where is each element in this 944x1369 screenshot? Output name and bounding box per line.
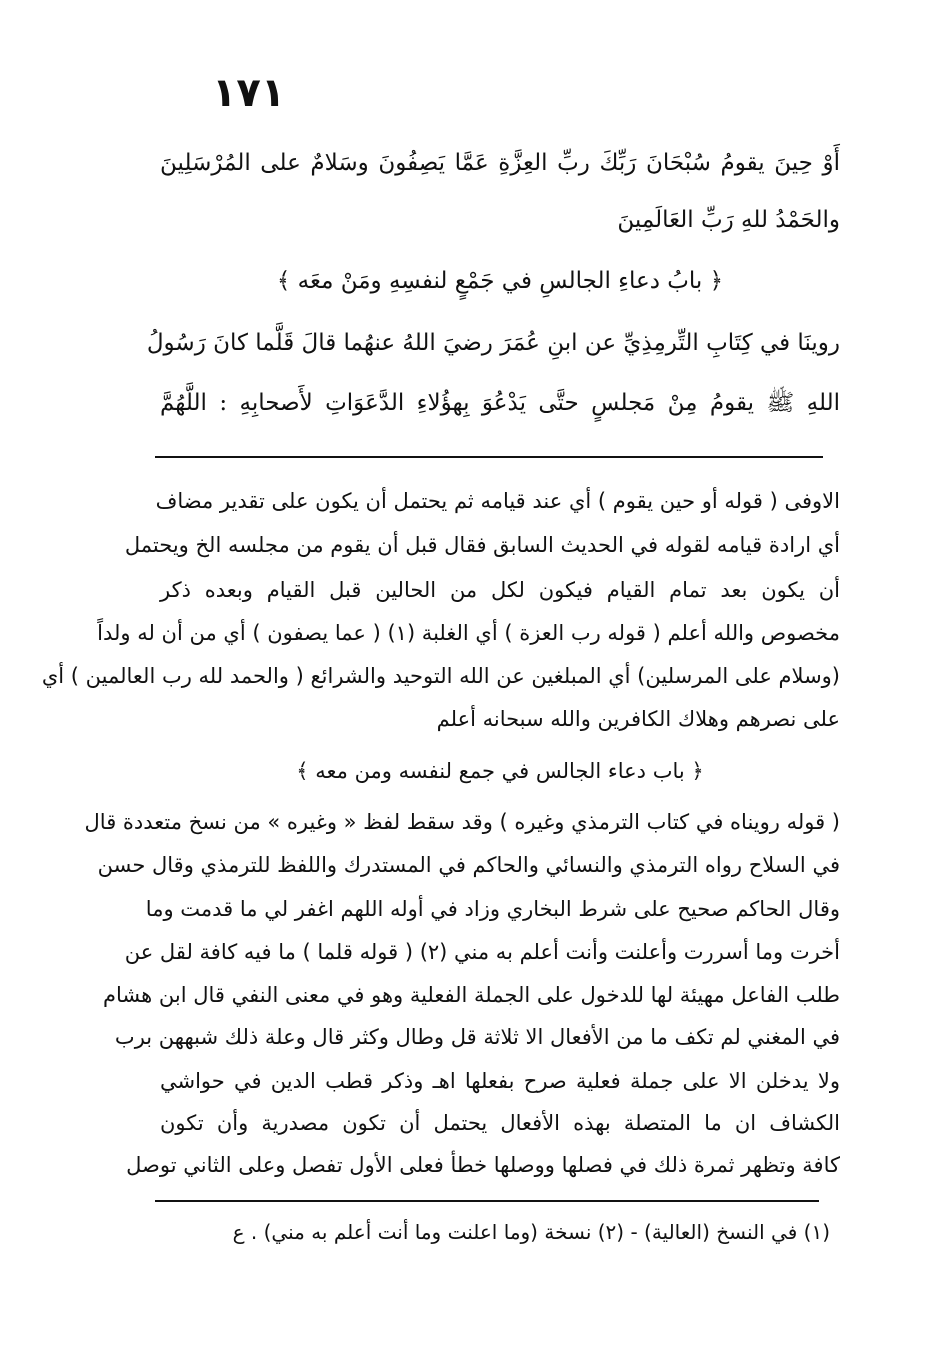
commentary-line-13: في المغني لم تكف ما من الأفعال الا ثلاثة قل وطال وكثر قال وعلة ذلك شبههن برب — [114, 1025, 840, 1049]
commentary-line-4: مخصوص والله أعلم ( قوله رب العزة ) أي الغلبة (١) ( عما يصفون ) أي من أن له ولداً — [97, 621, 840, 645]
separator-rule-bottom — [155, 1200, 819, 1202]
main-text-line-2: والحَمْدُ للهِ رَبِّ العَالَمِينَ — [617, 207, 840, 233]
commentary-line-16: كافة وتظهر ثمرة ذلك في فصلها ووصلها خطأ فعلى الأول تفصل وعلى الثاني توصل — [126, 1153, 840, 1177]
commentary-line-15: الكشاف ان ما المتصلة بهذه الأفعال يحتمل أن تكون مصدرية وأن تكون — [160, 1111, 840, 1135]
commentary-line-3: أن يكون بعد تمام القيام فيكون لكل من الحالين قبل القيام وبعده ذكر — [160, 578, 840, 602]
commentary-line-12: طلب الفاعل مهيئة لها للدخول على الجملة الفعلية وهو في معنى النفي قال ابن هشام — [103, 983, 840, 1007]
main-text-line-1: أَوْ حِينَ يقومُ سُبْحَانَ رَبِّكَ ربِّ العِزَّةِ عَمَّا يَصِفُونَ وسَلامٌ على المُرْسَلِينَ — [160, 150, 840, 176]
main-text-line-5: اللهِ ﷺ يقومُ مِنْ مَجلسٍ حتَّى يَدْعُوَ بِهؤُلاءِ الدَّعَوَاتِ لأَصحابِهِ : اللَّهُمَّ — [160, 390, 840, 416]
commentary-line-9: في السلاح رواه الترمذي والنسائي والحاكم في المستدرك واللفظ للترمذي وقال حسن — [97, 853, 840, 877]
commentary-line-8: ( قوله رويناه في كتاب الترمذي وغيره ) وقد سقط لفظ « وغيره » من نسخ متعددة قال — [84, 810, 840, 834]
commentary-line-10: وقال الحاكم صحيح على شرط البخاري وزاد في أوله اللهم اغفر لي ما قدمت وما — [145, 897, 840, 921]
commentary-line-2: أي ارادة قيامه لقوله في الحديث السابق فقال قبل أن يقوم من مجلسه الخ ويحتمل — [124, 533, 840, 557]
commentary-line-5: (وسلام على المرسلين) أي المبلغين عن الله التوحيد والشرائع ( والحمد لله رب العالمين ) أي — [41, 664, 840, 688]
commentary-heading: ﴿ باب دعاء الجالس في جمع لنفسه ومن معه ﴾ — [296, 759, 704, 783]
commentary-line-11: أخرت وما أسررت وأعلنت وأنت أعلم به مني (٢) ( قوله قلما ) ما فيه كافة لقل عن — [124, 940, 840, 964]
commentary-line-1: الاوفى ( قوله أو حين يقوم ) أي عند قيامه ثم يحتمل أن يكون على تقدير مضاف — [155, 489, 840, 513]
footnote: (١) في النسخ (العالية) - (٢) نسخة (وما اعلنت وما أنت أعلم به مني) . ع — [232, 1220, 830, 1244]
main-text-line-4: روينَا في كِتَابِ التِّرمِذِيِّ عن ابنِ عُمَرَ رضيَ اللهُ عنهُما قالَ قَلَّما كانَ رَسُولُ — [146, 330, 840, 356]
commentary-line-6: على نصرهم وهلاك الكافرين والله سبحانه أعلم — [436, 707, 840, 731]
chapter-heading: ﴿ بابُ دعاءِ الجالسِ في جَمْعٍ لنفسِهِ ومَنْ معَه ﴾ — [276, 268, 724, 294]
page-number: ١٧١ — [212, 70, 286, 116]
commentary-line-14: ولا يدخلن الا على جملة فعلية صرح بفعلها اهـ وذكر قطب الدين في حواشي — [160, 1069, 840, 1093]
separator-rule-top — [155, 456, 823, 458]
